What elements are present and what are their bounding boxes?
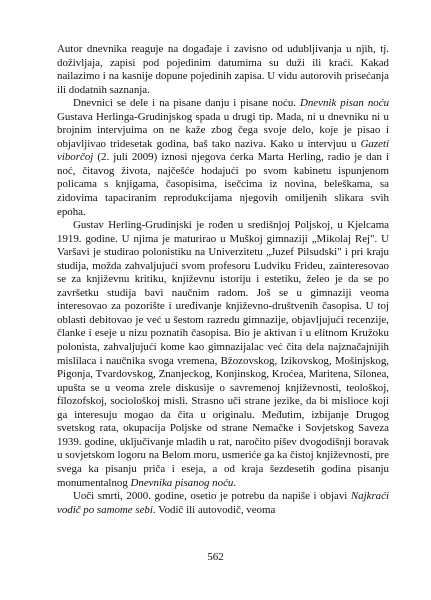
paragraph-2 [57, 97, 389, 219]
paragraph-1 [57, 43, 389, 97]
newspaper-title: Gazeti viborčoj [57, 137, 389, 164]
book-title: Najkraći vodič po samome sebi [57, 490, 389, 516]
page-number: 562 [207, 551, 224, 563]
paragraph-text: Gustav Herling-Grudinjski je rođen u središnjoj Poljskoj, u Kjelcama 1919. godine. U njima je maturirao u Muškoj gimnaziji „Mikolaj Rej". U Varšavi je studirao polonistiku na Univerzitetu „Juzef Pilsudski" i pri kraju studija, možda zahvaljujući svom profesoru Ludviku Fridеu, zainteresovao se za književnu kritiku, književnu istoriju i estetiku, želeo je da se po završetku studija bavi naučnim radom. Još se u gimnaziji veoma interesovao za pozorište i uređivanje književno-društvenih časopisa. U toj oblasti debitovao je već u šestom razredu gimnazije, objavljujući recenzije, članke i eseje u nizu poznatih časopisa. Bio je aktivan i u elitnom Kružoku polonista, zahvaljujući kome kao gimnazijalac već čita dela najznačajnijih mislilaca i naučnika svoga vremena, Bžozovskog, Izikovskog, Mošinjskog, Pigonja, Tvardovskog, Znanjeckog, Konjinskog, Kroćea, Maritena, Silonea, upušta se u veoma zrele diskusije o savremenoj književnosti, teološkoj, filozofskoj, sociološkoj misli. Strasno uči strane jezike, da bi mislioce koji ga interesuju mogao da čita u originalu. Međutim, izbijanje Drugog svetskog rata, okupacija Poljske od strane Nemačke i Sovjetskog Saveza 1939. godine, uključivanje mladih u rat, naročito pišev dvogodišnji boravak u sovjetskom logoru na Belom moru, usmeriće ga ka čistoj književnosti, pre svega ka pisanju priča i eseja, a od kraja šezdesetih godina pisanju monumentalnog [57, 219, 389, 489]
page-body [57, 43, 389, 517]
paragraph-text: . Vodič ili autovodič, veoma [152, 503, 276, 516]
paragraph-4 [57, 490, 389, 517]
book-title: Dnevnika pisanog noću [130, 476, 234, 489]
paragraph-text: Gustava Herlinga-Grudinjskog spada u drugi tip. Mada, ni u dnevniku ni u brojnim intervjuima on ne kaže zbog čega svoje delo, koje je pisao i objavljivao tridesetak godina, baš tako naziva. Kako u intervjuu u [57, 110, 389, 150]
paragraph-text: Dnevnici se dele i na pisane danju i pisane noću. [73, 97, 300, 110]
paragraph-3 [57, 219, 389, 490]
paragraph-text: Autor dnevnika reaguje na događaje i zavisno od udubljivanja u njih, tj. doživljaja, zapisi pod pojedinim datumima su duži ili kraći. Kakad nailazimo i na kasnije dopune pojedinih zapisa. U vidu autorovih prisećanja ili dodatnih saznanja. [57, 43, 389, 96]
paragraph-text: Uoči smrti, 2000. godine, osetio je potrebu da napiše i objavi [73, 490, 351, 503]
book-title: Dnevnik pisan noću [300, 97, 390, 110]
paragraph-text: . [233, 476, 237, 489]
paragraph-text: (2. juli 2009) iznosi njegova ćerka Marta Herling, radio je dan i noć, čitavog života, najčešće hodajući po svom kabinetu ispunjenom policama s knjigama, časopisima, isečcima iz novina, beleškama, sa zidovima tapaciranim reprodukcijama njegovih omiljenih slikara svih epoha. [57, 151, 389, 218]
